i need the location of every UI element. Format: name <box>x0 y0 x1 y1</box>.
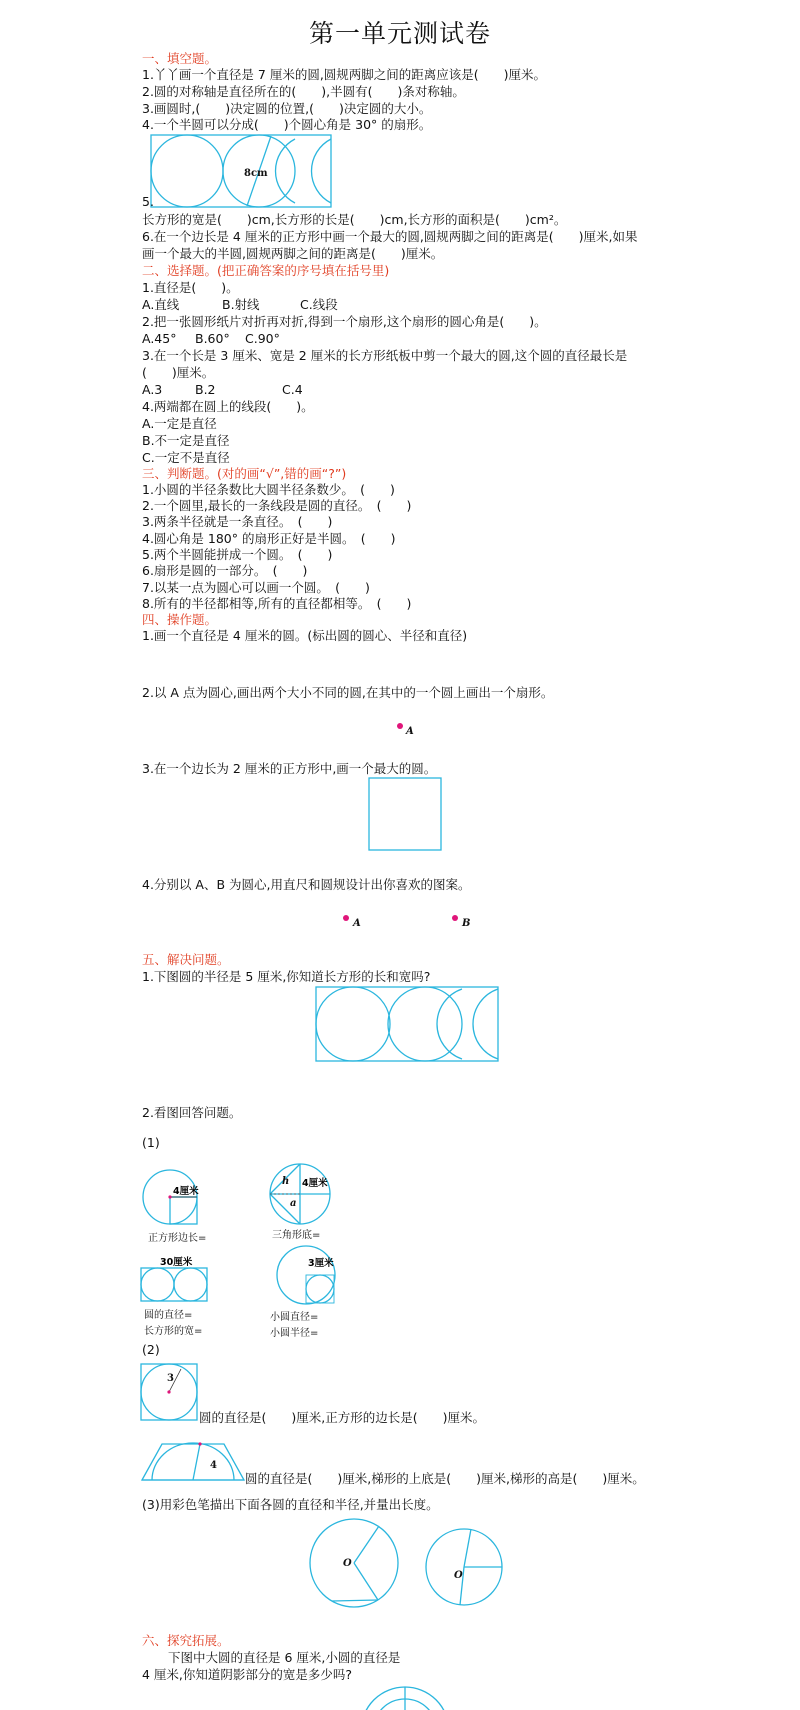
circle-in-square-figure <box>140 1363 200 1421</box>
s2-q3-opt-b: B.2 <box>195 382 216 397</box>
s2-q3-line1: 3.在一个长是 3 厘米、宽是 2 厘米的长方形纸板中剪一个最大的圆,这个圆的直径最长是 <box>142 348 628 363</box>
circle-radius-label: 3 <box>167 1373 174 1384</box>
s3-item-1: 1.小圆的半径条数比大圆半径条数少。 ( ) <box>142 482 395 497</box>
s4-q4: 4.分别以 A、B 为圆心,用直尺和圆规设计出你喜欢的图案。 <box>142 877 471 892</box>
section1-heading: 一、填空题。 <box>142 51 218 66</box>
point-a-figure <box>395 720 425 738</box>
s3-item-6: 6.扇形是圆的一部分。 ( ) <box>142 563 308 578</box>
fig4-radius-label: 3厘米 <box>308 1258 334 1269</box>
fig3-caption-2: 长方形的宽= <box>144 1326 203 1337</box>
diameter-label: 8cm <box>244 168 268 179</box>
s5-part3-text: (3)用彩色笔描出下面各圆的直径和半径,并量出长度。 <box>142 1497 439 1512</box>
s4-q3: 3.在一个边长为 2 厘米的正方形中,画一个最大的圆。 <box>142 761 437 776</box>
s2-q4: 4.两端都在圆上的线段( )。 <box>142 399 314 414</box>
s3-item-5: 5.两个半圆能拼成一个圆。 ( ) <box>142 547 333 562</box>
s4-q2: 2.以 A 点为圆心,画出两个大小不同的圆,在其中的一个圆上画出一个扇形。 <box>142 685 554 700</box>
fig3-length-label: 30厘米 <box>160 1257 193 1268</box>
o1-center-label: O <box>343 1558 352 1569</box>
s3-item-4: 4.圆心角是 180° 的扇形正好是半圆。 ( ) <box>142 531 396 546</box>
trapezoid-radius-label: 4 <box>210 1460 217 1471</box>
s5-part2-label: (2) <box>142 1342 160 1357</box>
s2-q3-opt-c: C.4 <box>282 382 303 397</box>
section2-heading: 二、选择题。(把正确答案的序号填在括号里) <box>142 263 390 278</box>
s1-q6-line1: 6.在一个边长是 4 厘米的正方形中画一个最大的圆,圆规两脚之间的距离是( )厘米,如果 <box>142 229 638 244</box>
s3-item-3: 3.两条半径就是一条直径。 ( ) <box>142 514 333 529</box>
s2-q1-opt-b: B.射线 <box>222 297 260 312</box>
fig3-caption-1: 圆的直径= <box>144 1310 193 1321</box>
s2-q4-opt-c: C.一定不是直径 <box>142 450 230 465</box>
section4-heading: 四、操作题。 <box>142 612 218 627</box>
section6-heading: 六、探究拓展。 <box>142 1633 230 1648</box>
s3-item-7: 7.以某一点为圆心可以画一个圆。 ( ) <box>142 580 370 595</box>
s2-q2-opt-b: B.60° <box>195 331 230 346</box>
point-a-label: A <box>406 726 414 737</box>
square-2cm-figure <box>368 777 442 851</box>
s5-q2: 2.看图回答问题。 <box>142 1105 242 1120</box>
s5-square-question: 圆的直径是( )厘米,正方形的边长是( )厘米。 <box>199 1410 485 1425</box>
s2-q4-opt-a: A.一定是直径 <box>142 416 217 431</box>
section3-heading: 三、判断题。(对的画“√”,错的画“?”) <box>142 466 347 481</box>
nested-circles-figure <box>274 1244 338 1306</box>
s2-q3-opt-a: A.3 <box>142 382 163 397</box>
fig4-caption-2: 小圆半径= <box>270 1328 319 1339</box>
page-title: 第一单元测试卷 <box>308 19 491 48</box>
rectangle-three-circles-figure <box>315 986 499 1062</box>
point-a-label: A <box>353 918 361 929</box>
concentric-circles-figure <box>360 1686 450 1710</box>
s1-q3: 3.画圆时,( )决定圆的位置,( )决定圆的大小。 <box>142 101 432 116</box>
s1-q4: 4.一个半圆可以分成( )个圆心角是 30° 的扇形。 <box>142 117 432 132</box>
s2-q2-opt-a: A.45° <box>142 331 177 346</box>
s1-q1: 1.丫丫画一个直径是 7 厘米的圆,圆规两脚之间的距离应该是( )厘米。 <box>142 67 547 82</box>
circle-o2-figure <box>424 1527 504 1607</box>
section5-heading: 五、解决问题。 <box>142 952 230 967</box>
s6-line2: 4 厘米,你知道阴影部分的宽是多少吗? <box>142 1667 353 1682</box>
s1-q5-number: 5. <box>142 194 154 209</box>
circle-o1-figure <box>308 1517 400 1609</box>
s5-trapezoid-question: 圆的直径是( )厘米,梯形的上底是( )厘米,梯形的高是( )厘米。 <box>245 1471 645 1486</box>
s1-q6-line2: 画一个最大的半圆,圆规两脚之间的距离是( )厘米。 <box>142 246 444 261</box>
fig1-caption: 正方形边长= <box>148 1233 207 1244</box>
fig4-caption-1: 小圆直径= <box>270 1312 319 1323</box>
fig1-radius-label: 4厘米 <box>173 1186 199 1197</box>
point-b-label: B <box>462 918 471 929</box>
s5-part1-label: (1) <box>142 1135 160 1150</box>
fig2-h-label: h <box>282 1176 290 1187</box>
fig2-a-label: a <box>290 1198 297 1209</box>
circle-triangle-figure <box>268 1162 336 1226</box>
semicircle-trapezoid-figure <box>140 1440 246 1482</box>
s2-q1-opt-c: C.线段 <box>300 297 338 312</box>
s2-q2: 2.把一张圆形纸片对折再对折,得到一个扇形,这个扇形的圆心角是( )。 <box>142 314 547 329</box>
circle-square-figure <box>142 1170 214 1226</box>
s3-item-2: 2.一个圆里,最长的一条线段是圆的直径。 ( ) <box>142 498 412 513</box>
s2-q1-opt-a: A.直线 <box>142 297 180 312</box>
two-circles-rectangle-figure <box>140 1256 210 1304</box>
o2-center-label: O <box>454 1570 463 1581</box>
s1-q2: 2.圆的对称轴是直径所在的( ),半圆有( )条对称轴。 <box>142 84 465 99</box>
three-circles-rectangle-figure <box>150 134 332 208</box>
s6-line1: 下图中大圆的直径是 6 厘米,小圆的直径是 <box>168 1650 401 1665</box>
s5-q1: 1.下图圆的半径是 5 厘米,你知道长方形的长和宽吗? <box>142 969 431 984</box>
s1-q5-text: 长方形的宽是( )cm,长方形的长是( )cm,长方形的面积是( )cm²。 <box>142 212 567 227</box>
points-ab-figure <box>340 912 480 930</box>
fig2-radius-label: 4厘米 <box>302 1178 328 1189</box>
s2-q3-line2: ( )厘米。 <box>142 365 215 380</box>
s3-item-8: 8.所有的半径都相等,所有的直径都相等。 ( ) <box>142 596 412 611</box>
fig2-caption: 三角形底= <box>272 1230 321 1241</box>
s2-q2-opt-c: C.90° <box>245 331 280 346</box>
s2-q1: 1.直径是( )。 <box>142 280 239 295</box>
s4-q1: 1.画一个直径是 4 厘米的圆。(标出圆的圆心、半径和直径) <box>142 628 468 643</box>
s2-q4-opt-b: B.不一定是直径 <box>142 433 230 448</box>
